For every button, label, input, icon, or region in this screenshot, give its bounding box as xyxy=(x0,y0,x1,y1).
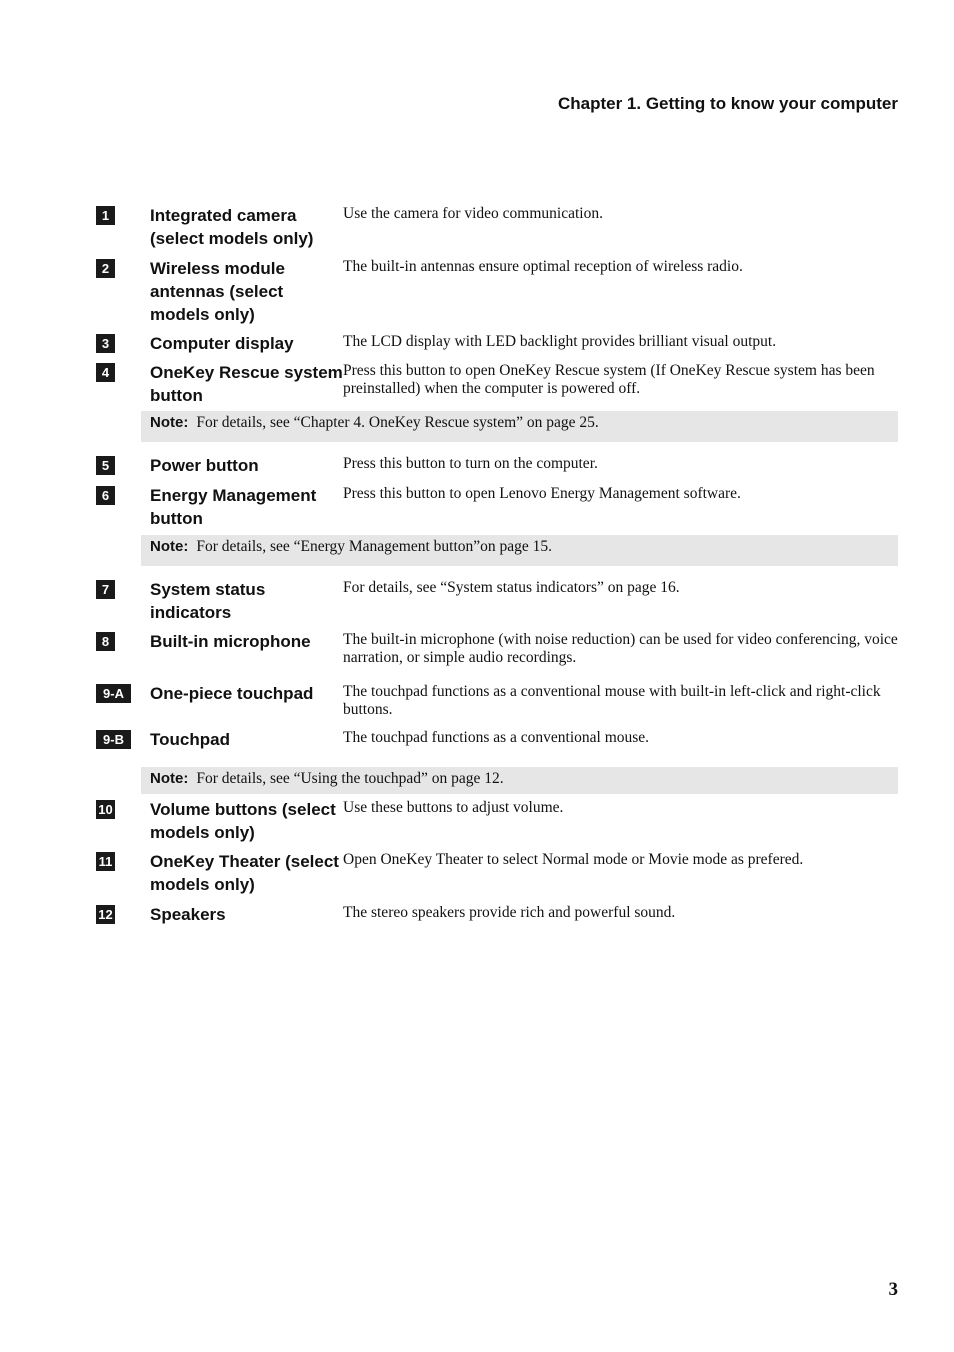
item-number-badge: 9-B xyxy=(96,730,131,749)
item-number-badge: 4 xyxy=(96,363,115,382)
item-number-badge: 10 xyxy=(96,800,115,819)
note-label: Note: xyxy=(150,770,189,787)
item-term: Built-in microphone xyxy=(150,632,311,651)
item-term: Power button xyxy=(150,456,259,475)
note-text: For details, see “Chapter 4. OneKey Rescue system” on page 25. xyxy=(196,414,599,431)
item-number-badge: 6 xyxy=(96,486,115,505)
item-number-badge: 11 xyxy=(96,852,115,871)
item-description: For details, see “System status indicators” on page 16. xyxy=(343,579,680,596)
note-box xyxy=(141,411,898,442)
item-description: The LCD display with LED backlight provides brilliant visual output. xyxy=(343,333,777,350)
item-term: Wireless module antennas (select models only) xyxy=(150,259,285,324)
list-item-computer-display xyxy=(96,332,898,361)
note-box xyxy=(141,535,898,566)
list-item-microphone xyxy=(96,630,898,682)
note-box xyxy=(141,767,898,794)
item-term: Speakers xyxy=(150,905,226,924)
item-description: The stereo speakers provide rich and powerful sound. xyxy=(343,904,676,921)
list-item-volume-buttons xyxy=(96,798,898,850)
list-item-integrated-camera xyxy=(96,204,898,257)
note-label: Note: xyxy=(150,414,189,431)
list-item-speakers xyxy=(96,903,898,933)
item-term: Integrated camera (select models only) xyxy=(150,206,314,248)
item-term: Volume buttons (select models only) xyxy=(150,800,336,842)
note-text: For details, see “Energy Management button”on page 15. xyxy=(196,538,553,555)
item-number-badge: 5 xyxy=(96,456,115,475)
component-list xyxy=(96,204,898,933)
item-description: The touchpad functions as a conventional mouse with built-in left-click and right-click buttons. xyxy=(343,683,881,718)
item-description: The touchpad functions as a conventional mouse. xyxy=(343,729,650,746)
item-term: Computer display xyxy=(150,334,294,353)
item-number-badge: 2 xyxy=(96,259,115,278)
item-number-badge: 12 xyxy=(96,905,115,924)
list-item-power-button xyxy=(96,454,898,484)
page-number: 3 xyxy=(888,1279,898,1300)
list-item-wireless-antennas xyxy=(96,257,898,332)
list-item-onekey-theater xyxy=(96,850,898,903)
item-term: Energy Management button xyxy=(150,486,317,528)
item-term: Touchpad xyxy=(150,730,230,749)
item-description: Use the camera for video communication. xyxy=(343,205,603,222)
list-item-onekey-rescue xyxy=(96,361,898,411)
item-description: Press this button to open Lenovo Energy Management software. xyxy=(343,485,741,502)
item-term: OneKey Rescue system button xyxy=(150,363,343,405)
item-number-badge: 7 xyxy=(96,580,115,599)
item-number-badge: 8 xyxy=(96,632,115,651)
item-description: Use these buttons to adjust volume. xyxy=(343,799,564,816)
item-number-badge: 9-A xyxy=(96,684,131,703)
list-item-touchpad xyxy=(96,728,898,767)
item-description: Open OneKey Theater to select Normal mode or Movie mode as prefered. xyxy=(343,851,804,868)
item-number-badge: 1 xyxy=(96,206,115,225)
item-description: Press this button to open OneKey Rescue system (If OneKey Rescue system has been preinstalled) when the computer is powered off. xyxy=(343,362,875,397)
item-description: Press this button to turn on the computer. xyxy=(343,455,598,472)
note-label: Note: xyxy=(150,538,189,555)
chapter-title: Chapter 1. Getting to know your computer xyxy=(557,94,898,113)
item-description: The built-in antennas ensure optimal reception of wireless radio. xyxy=(343,258,743,275)
list-item-system-status xyxy=(96,578,898,630)
item-description: The built-in microphone (with noise reduction) can be used for video conferencing, voice narration, or simple audio recordings. xyxy=(343,631,898,666)
note-text: For details, see “Using the touchpad” on page 12. xyxy=(196,770,504,787)
list-item-energy-management xyxy=(96,484,898,535)
list-item-one-piece-touchpad xyxy=(96,682,898,728)
item-term: OneKey Theater (select models only) xyxy=(150,852,339,894)
item-term: System status indicators xyxy=(150,580,266,622)
item-term: One-piece touchpad xyxy=(150,684,314,703)
item-number-badge: 3 xyxy=(96,334,115,353)
